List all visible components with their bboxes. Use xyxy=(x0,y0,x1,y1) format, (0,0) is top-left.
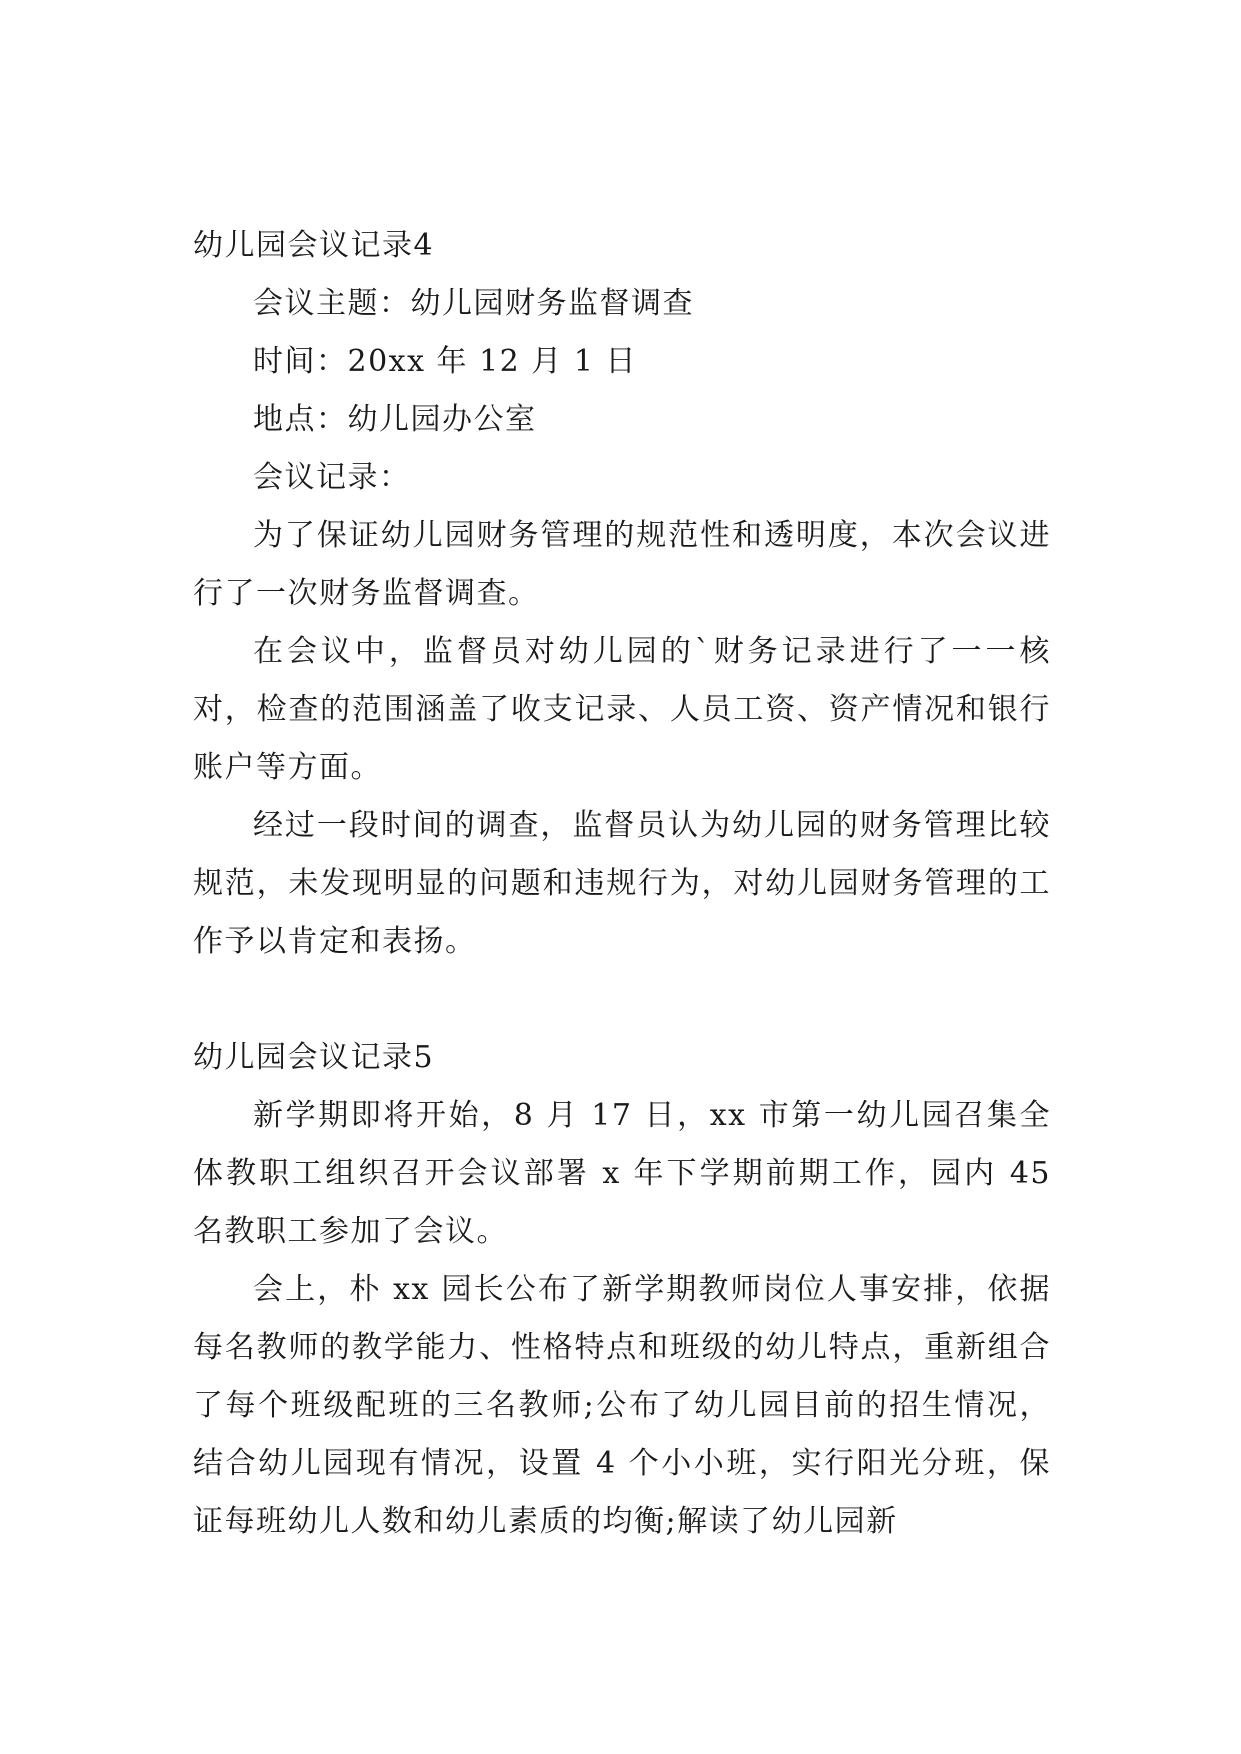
paragraph: 经过一段时间的调查，监督员认为幼儿园的财务管理比较规范，未发现明显的问题和违规行为，对幼儿园财务管理的工作予以肯定和表扬。 xyxy=(193,808,1051,959)
meeting-time: 时间：20xx 年 12 月 1 日 xyxy=(253,344,637,379)
section-title-5: 幼儿园会议记录5 xyxy=(193,1040,435,1075)
paragraph: 新学期即将开始，8 月 17 日，xx 市第一幼儿园召集全体教职工组织召开会议部署 x 年下学期前期工作，园内 45 名教职工参加了会议。 xyxy=(193,1098,1051,1249)
meeting-topic: 会议主题：幼儿园财务监督调查 xyxy=(253,286,694,321)
meeting-record-label: 会议记录： xyxy=(253,460,411,495)
paragraph: 会上，朴 xx 园长公布了新学期教师岗位人事安排，依据每名教师的教学能力、性格特点和班级的幼儿特点，重新组合了每个班级配班的三名教师;公布了幼儿园目前的招生情况，结合幼儿园现有情况，设置 4 个小小班，实行阳光分班，保证每班幼儿人数和幼儿素质的均衡;解读了幼儿园新 xyxy=(193,1272,1051,1539)
document-body xyxy=(193,217,1051,1551)
paragraph: 在会议中，监督员对幼儿园的`财务记录进行了一一核对，检查的范围涵盖了收支记录、人员工资、资产情况和银行账户等方面。 xyxy=(193,634,1051,785)
paragraph: 为了保证幼儿园财务管理的规范性和透明度，本次会议进行了一次财务监督调查。 xyxy=(193,518,1051,611)
section-spacer xyxy=(193,971,1051,1029)
meeting-place: 地点：幼儿园办公室 xyxy=(253,402,537,437)
section-title-4: 幼儿园会议记录4 xyxy=(193,228,435,263)
